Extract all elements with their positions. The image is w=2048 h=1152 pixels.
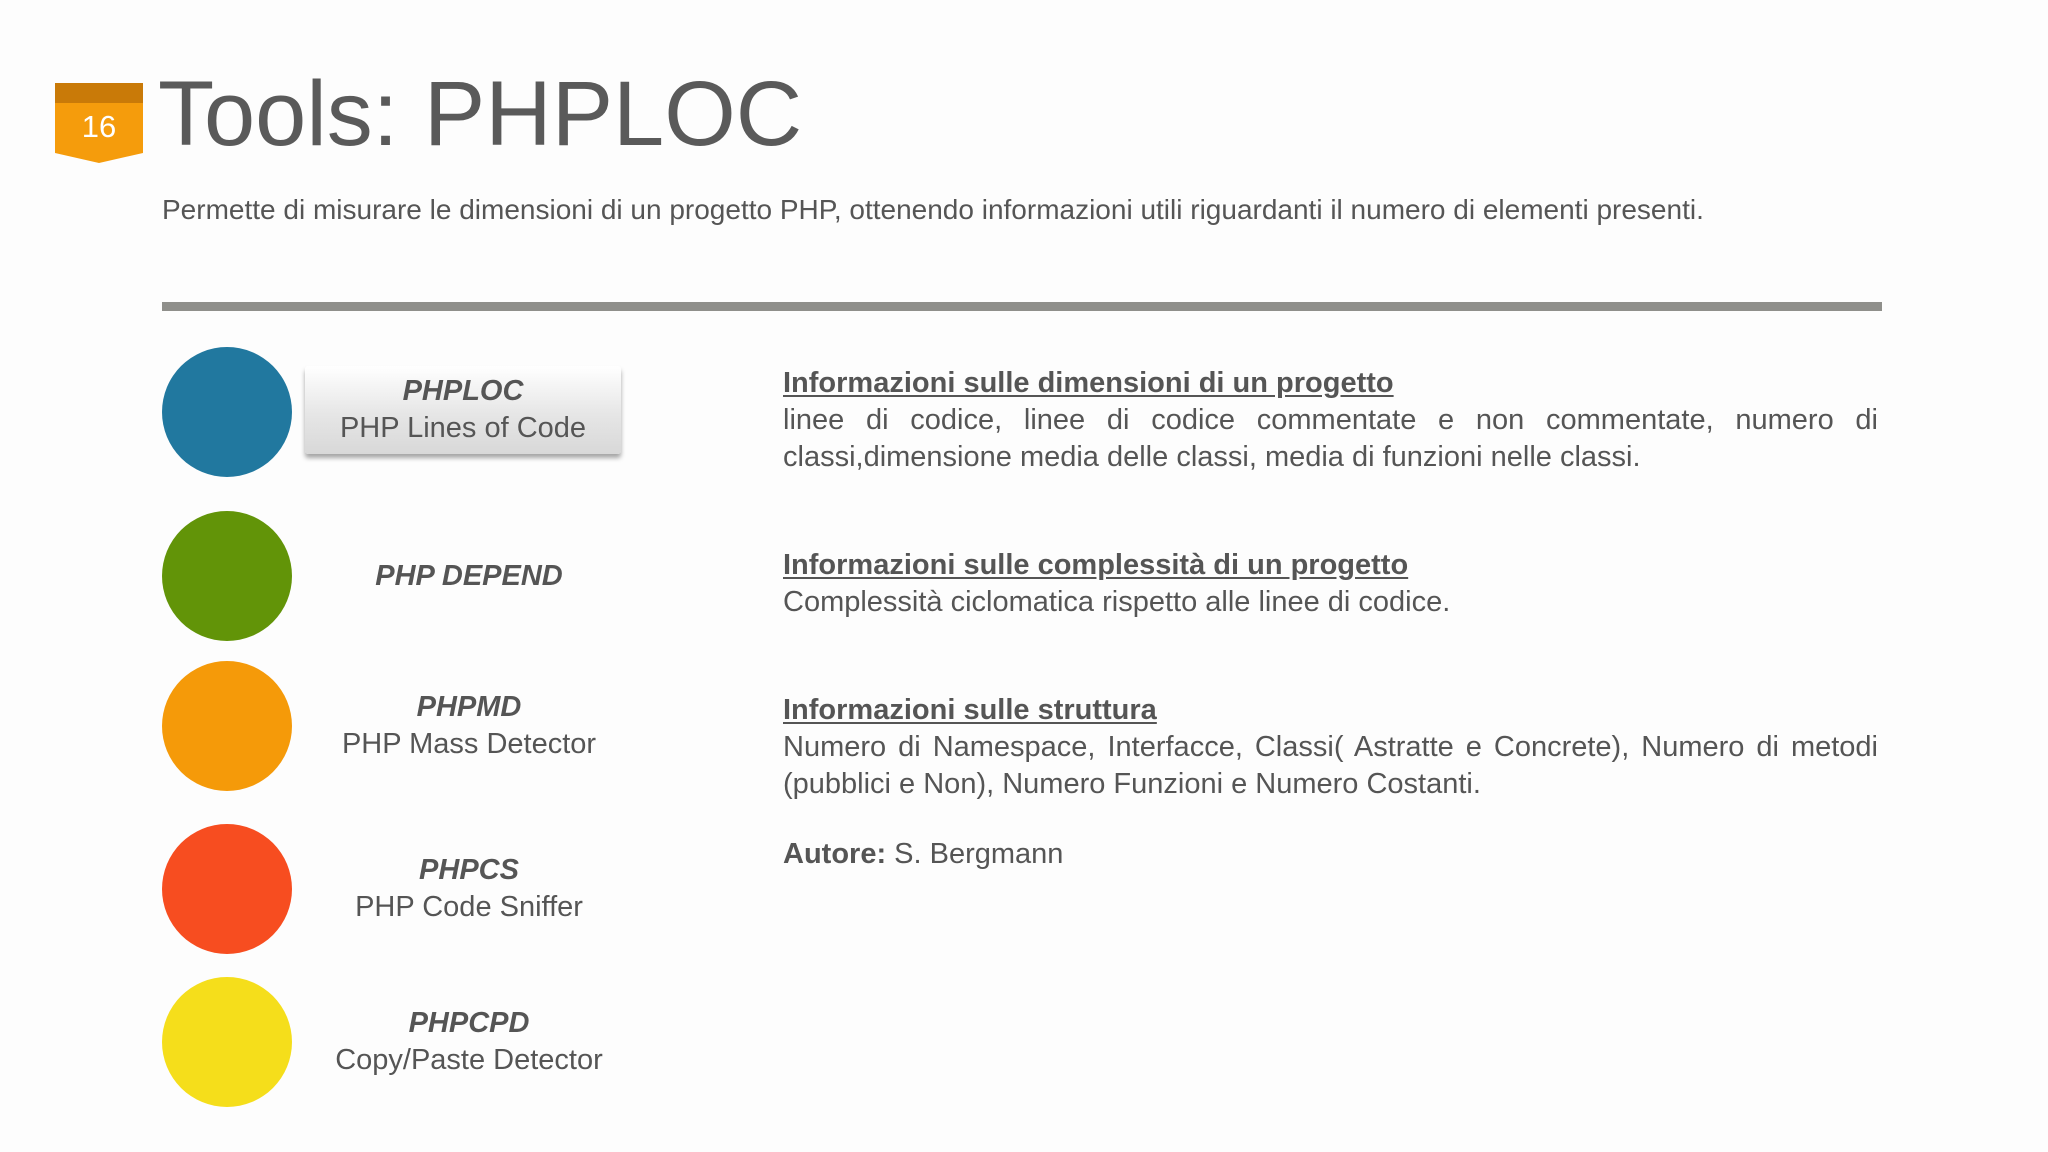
tool-name: PHPMD [416, 691, 522, 723]
tool-name: PHPCS [419, 854, 519, 886]
info-text-line: (pubblici e Non), Numero Funzioni e Numero Costanti. [783, 768, 1481, 800]
info-text-line: Numero di Namespace, Interfacce, Classi( Astratte e Concrete), Numero di metodi [783, 731, 1878, 763]
tool-item-phpcpd[interactable] [162, 977, 642, 1109]
tool-circle-icon [162, 661, 292, 791]
tool-subtitle: PHP Mass Detector [341, 728, 597, 760]
tool-label [305, 366, 621, 454]
info-heading: Informazioni sulle dimensioni di un progetto [783, 367, 1394, 399]
info-text-line: linee di codice, linee di codice commentate e non commentate, numero di [783, 404, 1878, 436]
info-heading: Informazioni sulle struttura [783, 694, 1157, 726]
tool-name: PHPLOC [402, 375, 524, 407]
tool-item-phpcs[interactable] [162, 824, 642, 956]
tool-label [305, 661, 633, 791]
info-heading: Informazioni sulle complessità di un progetto [783, 549, 1409, 581]
tool-label [305, 824, 633, 954]
tool-item-phpmd[interactable] [162, 661, 642, 793]
slide-number-badge [55, 83, 143, 163]
info-block-dimensions [783, 365, 1878, 476]
tool-label [305, 977, 633, 1107]
tool-circle-icon [162, 511, 292, 641]
tool-item-phpdepend[interactable] [162, 511, 642, 643]
page-title: Tools: PHPLOC [158, 63, 803, 165]
tool-subtitle: PHP Lines of Code [339, 412, 587, 444]
tool-circle-icon [162, 977, 292, 1107]
divider [162, 302, 1882, 311]
tool-name: PHP DEPEND [375, 559, 563, 592]
tool-subtitle: Copy/Paste Detector [335, 1044, 603, 1076]
tool-circle-icon [162, 824, 292, 954]
info-block-complexity [783, 547, 1878, 621]
tool-name: PHPCPD [408, 1007, 530, 1039]
tool-label [305, 511, 633, 641]
info-text-line: classi,dimensione media delle classi, media di funzioni nelle classi. [783, 441, 1641, 473]
info-block-structure [783, 692, 1878, 803]
author-line [783, 836, 1063, 873]
tool-subtitle: PHP Code Sniffer [355, 891, 583, 923]
info-text-line: Complessità ciclomatica rispetto alle linee di codice. [783, 586, 1451, 618]
author-label: Autore: [783, 838, 887, 870]
tool-item-phploc[interactable] [162, 347, 642, 479]
author-name: S. Bergmann [894, 838, 1064, 870]
page-subtitle: Permette di misurare le dimensioni di un progetto PHP, ottenendo informazioni utili riguardanti il numero di elementi presenti. [162, 194, 1704, 225]
slide-number: 16 [81, 109, 117, 144]
tool-circle-icon [162, 347, 292, 477]
